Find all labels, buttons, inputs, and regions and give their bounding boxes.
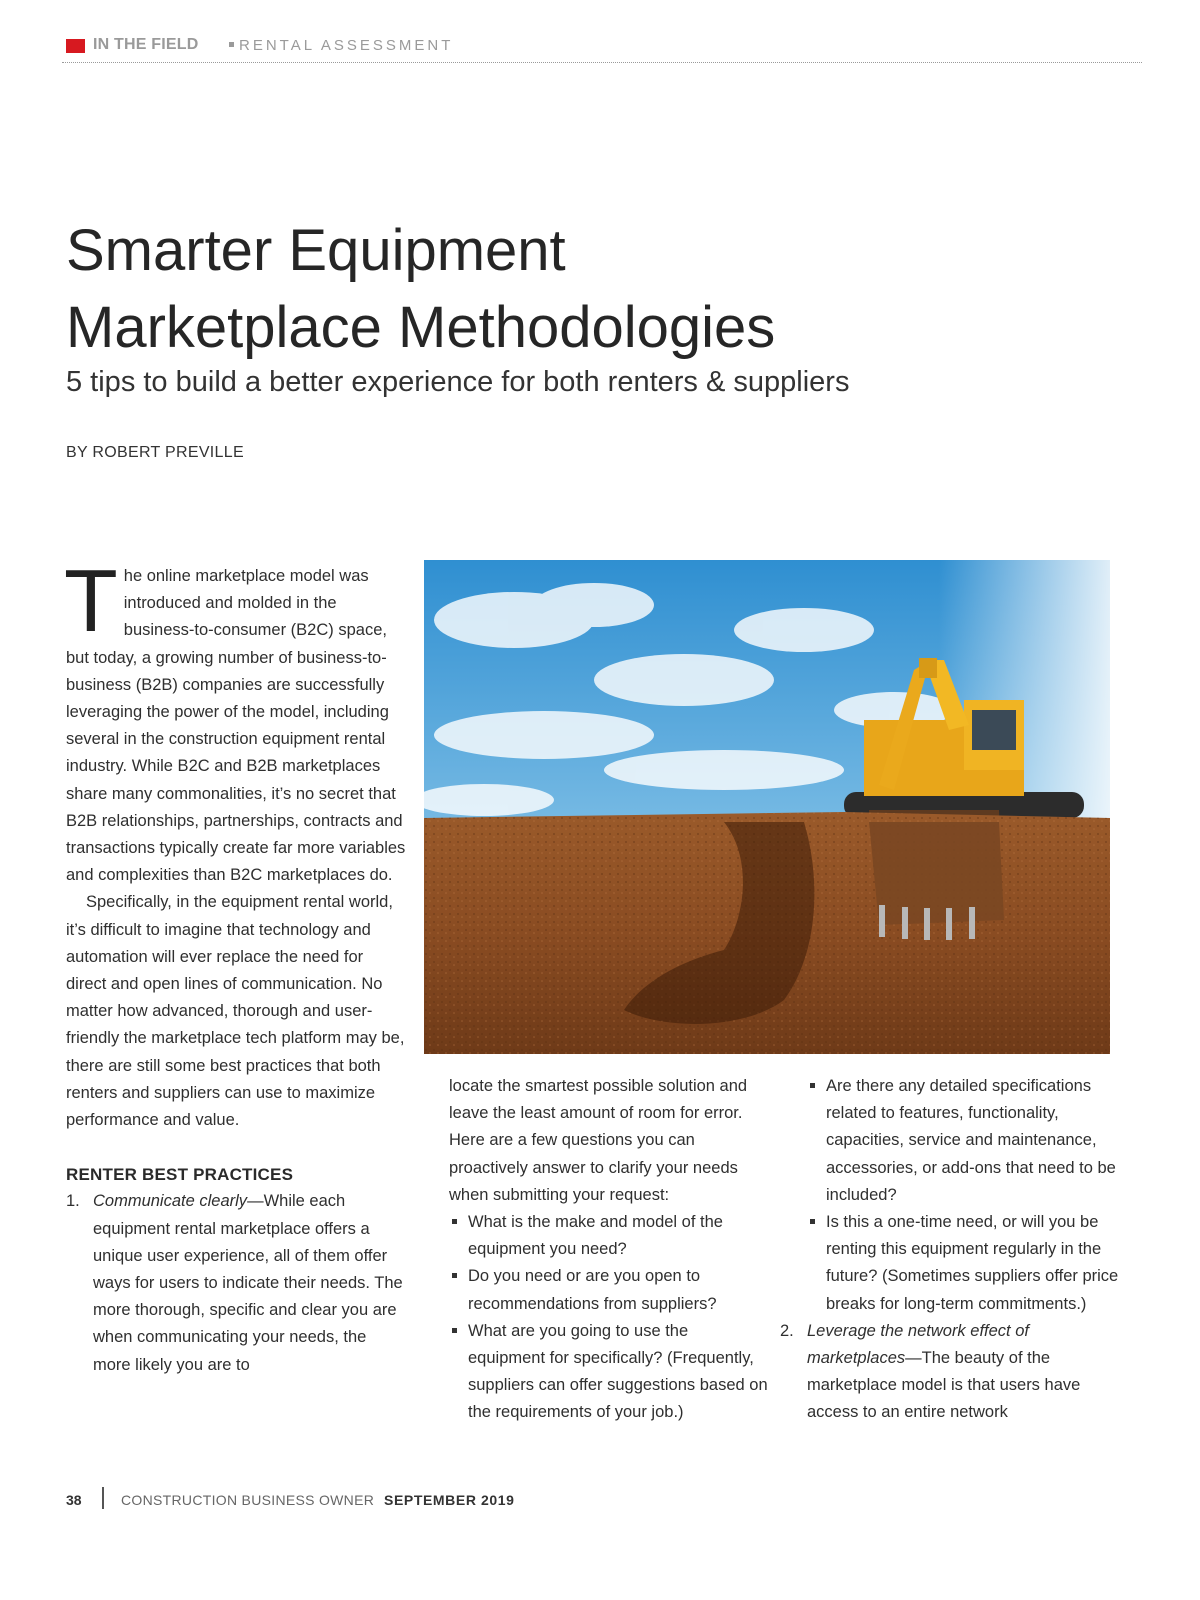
question-list-1 — [449, 1209, 769, 1427]
title-line-1: Smarter Equipment — [66, 218, 566, 283]
tip-2-lead: Leverage the network effect of marketplaces — [807, 1321, 1029, 1368]
paragraph-2: Specifically, in the equipment rental world, it’s difficult to imagine that technology and automation will ever replace the need for direct and open lines of communication. No matter how advanced, thorough and user-friendly the marketplace tech platform may be, there are still some best practices that both renters and suppliers can use to maximize performance and value. — [66, 893, 405, 1130]
tips-list-continued — [780, 1318, 1127, 1427]
footer-divider — [102, 1487, 104, 1509]
section-color-block — [66, 39, 85, 53]
question-item: What are you going to use the equipment for specifically? (Frequently, suppliers can offer suggestions based on the requirements of your job.) — [449, 1318, 769, 1427]
question-list-2 — [807, 1073, 1127, 1318]
tip-1 — [66, 1188, 408, 1378]
tip-2-text: —The beauty of the marketplace model is that users have access to an entire network — [807, 1349, 1081, 1422]
tip-number: 1. — [66, 1192, 80, 1211]
drop-cap: T — [64, 551, 118, 650]
section-header — [66, 36, 1146, 66]
article-subtitle: 5 tips to build a better experience for both renters & suppliers — [66, 366, 850, 398]
paragraph-3: locate the smartest possible solution and leave the least amount of room for error. Here are a few questions you can proactively answer to clarify your needs when submitting your request: — [449, 1077, 748, 1204]
question-item: Do you need or are you open to recommendations from suppliers? — [449, 1263, 769, 1317]
question-item: Is this a one-time need, or will you be renting this equipment regularly in the future? (Sometimes suppliers offer price breaks for long-term commitments.) — [807, 1209, 1127, 1318]
question-item: What is the make and model of the equipment you need? — [449, 1209, 769, 1263]
subhead-renter-best-practices: RENTER BEST PRACTICES — [66, 1165, 294, 1185]
issue-date: SEPTEMBER 2019 — [384, 1492, 515, 1508]
article-byline: BY ROBERT PREVILLE — [66, 444, 244, 461]
tip-1-lead: Communicate clearly — [93, 1192, 248, 1211]
tip-number: 2. — [780, 1321, 794, 1340]
title-line-2: Marketplace Methodologies — [66, 295, 776, 360]
excavator-photo-icon — [424, 560, 1110, 1054]
body-column-3 — [780, 1073, 1127, 1427]
header-rule — [62, 62, 1142, 63]
question-item: Are there any detailed specifications related to features, functionality, capacities, service and maintenance, accessories, or add-ons that need to be included? — [807, 1073, 1127, 1209]
excavator-photo — [424, 560, 1110, 1054]
tip-1-text: —While each equipment rental marketplace offers a unique user experience, all of them offer ways for users to indicate their needs. The more thorough, specific and clear you are when communicating your needs, the more likely you are to — [93, 1192, 403, 1374]
article-title — [66, 212, 966, 366]
publication-name: CONSTRUCTION BUSINESS OWNER — [121, 1492, 375, 1508]
section-label: IN THE FIELD — [93, 36, 199, 53]
tips-list — [66, 1188, 408, 1378]
separator-bullet — [229, 42, 234, 47]
paragraph-1-text: he online marketplace model was introduced and molded in the business-to-consumer (B2C) space, but today, a growing number of business-to-business (B2B) companies are successfully leveraging the power of the model, including several in the construction equipment rental industry. While B2C and B2B marketplaces share many commonalities, it’s no secret that B2B relationships, partnerships, contracts and transactions typically create far more variables and complexities than B2C marketplaces do. — [66, 567, 406, 885]
body-column-1 — [64, 551, 408, 1379]
subsection-label: RENTAL ASSESSMENT — [239, 37, 454, 54]
body-column-2 — [449, 1073, 769, 1427]
tip-2 — [780, 1318, 1127, 1427]
paragraph-1 — [64, 551, 408, 889]
page-number: 38 — [66, 1492, 82, 1508]
